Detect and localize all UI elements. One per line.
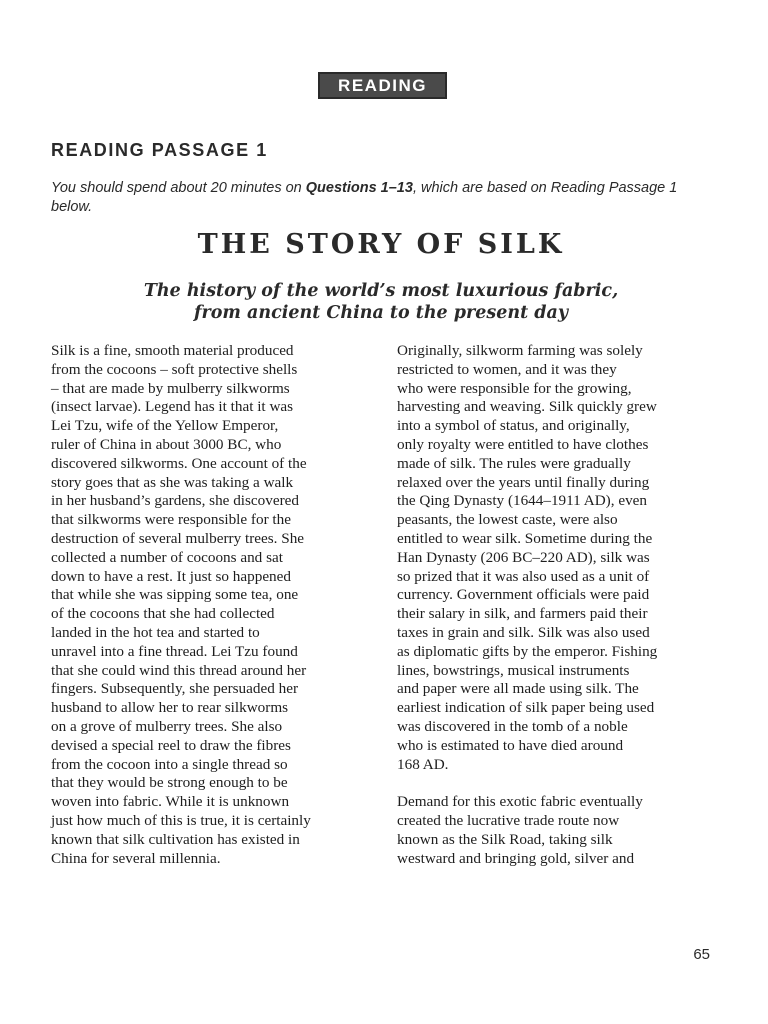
text-line: relaxed over the years until finally during (397, 473, 650, 491)
text-line: – that are made by mulberry silkworms (51, 379, 290, 397)
text-line: created the lucrative trade route now (397, 811, 620, 829)
paragraph-demand (397, 793, 727, 868)
instruction-questions: Questions 1–13 (305, 180, 413, 196)
text-line: known as the Silk Road, taking silk (397, 830, 613, 848)
text-line: husband to allow her to rear silkworms (51, 699, 289, 717)
text-line: story goes that as she was taking a walk (51, 473, 294, 491)
text-line: that while she was sipping some tea, one (51, 586, 299, 604)
text-line: that they would be strong enough to be (51, 774, 288, 792)
section-badge: READING (318, 72, 447, 99)
instruction-before: You should spend about 20 minutes on (51, 180, 306, 196)
right-column (397, 342, 727, 868)
text-line: only royalty were entitled to have clothes (397, 435, 649, 453)
text-line: woven into fabric. While it is unknown (51, 793, 290, 811)
instruction-text (51, 179, 721, 217)
text-line: currency. Government officials were paid (397, 586, 650, 604)
text-line: Demand for this exotic fabric eventually (397, 793, 643, 811)
text-line: devised a special reel to draw the fibres (51, 736, 291, 754)
text-line: destruction of several mulberry trees. She (51, 529, 305, 547)
text-line: from the cocoon into a single thread so (51, 755, 288, 773)
text-line: entitled to wear silk. Sometime during the (397, 529, 653, 547)
left-column (51, 342, 371, 868)
text-line: who were responsible for the growing, (397, 379, 632, 397)
text-line: earliest indication of silk paper being used (397, 699, 655, 717)
text-line: made of silk. The rules were gradually (397, 454, 631, 472)
text-line: Silk is a fine, smooth material produced (51, 342, 294, 359)
text-line: just how much of this is true, it is certainly (51, 811, 311, 829)
text-line: Originally, silkworm farming was solely (397, 342, 643, 359)
text-line: peasants, the lowest caste, were also (397, 511, 618, 529)
text-line: as diplomatic gifts by the emperor. Fishing (397, 642, 658, 660)
text-line: landed in the hot tea and started to (51, 623, 260, 641)
text-line: 168 AD. (397, 755, 449, 773)
text-line: of the cocoons that she had collected (51, 605, 275, 623)
text-line: fingers. Subsequently, she persuaded her (51, 680, 299, 698)
text-line: that she could wind this thread around her (51, 661, 307, 679)
text-line: down to have a rest. It just so happened (51, 567, 291, 585)
text-line: that silkworms were responsible for the (51, 511, 291, 529)
text-line: so prized that it was also used as a unit of (397, 567, 650, 585)
text-line: the Qing Dynasty (1644–1911 AD), even (397, 492, 647, 510)
text-line: restricted to women, and it was they (397, 360, 617, 378)
text-line: (insect larvae). Legend has it that it was (51, 398, 294, 416)
instruction-after: , which are based on Reading Passage 1 below. (51, 180, 678, 215)
text-line: lines, bowstrings, musical instruments (397, 661, 630, 679)
text-line: ruler of China in about 3000 BC, who (51, 435, 282, 453)
article-subtitle (0, 280, 762, 324)
text-line: in her husband’s gardens, she discovered (51, 492, 299, 510)
text-line: Han Dynasty (206 BC–220 AD), silk was (397, 548, 650, 566)
text-line: and paper were all made using silk. The (397, 680, 639, 698)
text-line: on a grove of mulberry trees. She also (51, 717, 283, 735)
article-title: THE STORY OF SILK (197, 229, 565, 260)
text-line: from the cocoons – soft protective shells (51, 360, 298, 378)
text-line: known that silk cultivation has existed in (51, 830, 300, 848)
text-line: taxes in grain and silk. Silk was also used (397, 623, 650, 641)
text-line: unravel into a fine thread. Lei Tzu found (51, 642, 298, 660)
subtitle-line-1: The history of the world’s most luxurious fabric, (143, 281, 619, 301)
text-line: westward and bringing gold, silver and (397, 849, 635, 867)
text-line: into a symbol of status, and originally, (397, 417, 630, 435)
text-line: collected a number of cocoons and sat (51, 548, 283, 566)
text-line: China for several millennia. (51, 849, 221, 867)
text-line: Lei Tzu, wife of the Yellow Emperor, (51, 417, 279, 435)
text-line: their salary in silk, and farmers paid their (397, 605, 648, 623)
section-title: READING PASSAGE 1 (51, 140, 268, 160)
text-line: discovered silkworms. One account of the (51, 454, 307, 472)
paragraph-origins (397, 342, 727, 774)
subtitle-line-2: from ancient China to the present day (194, 303, 568, 323)
text-line: harvesting and weaving. Silk quickly grew (397, 398, 657, 416)
text-line: was discovered in the tomb of a noble (397, 717, 628, 735)
page-number: 65 (693, 946, 710, 963)
text-line: who is estimated to have died around (397, 736, 624, 754)
